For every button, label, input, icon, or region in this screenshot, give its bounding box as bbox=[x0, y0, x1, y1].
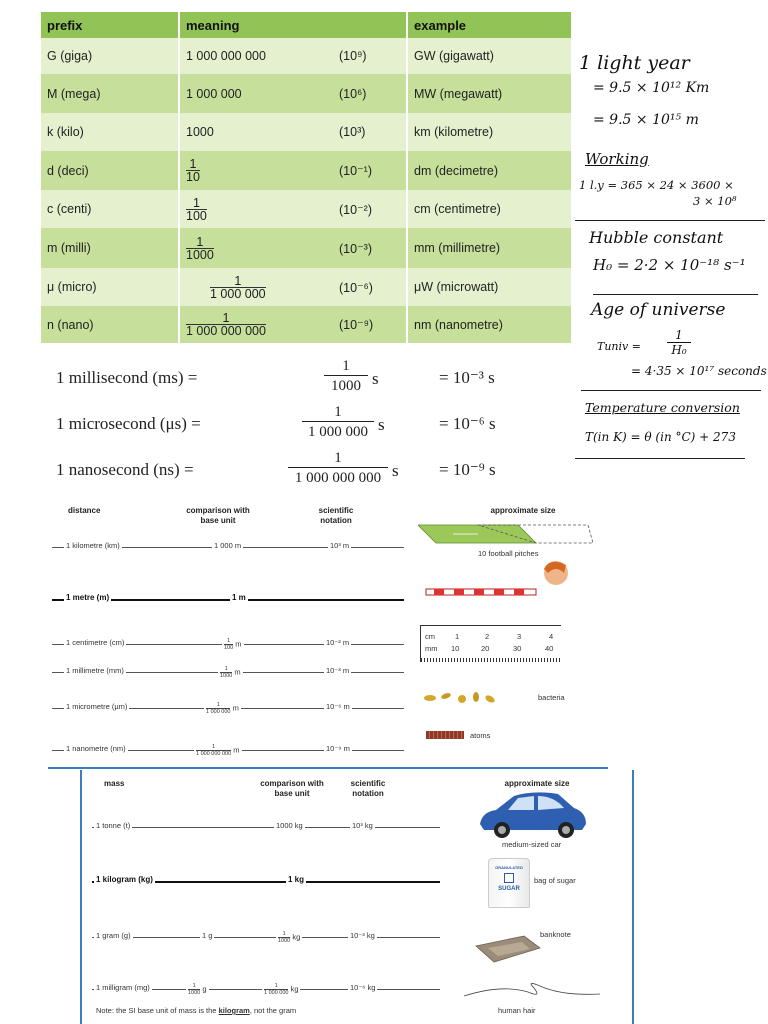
sugar-label: bag of sugar bbox=[534, 876, 576, 885]
example-cell: cm (centimetre) bbox=[407, 190, 571, 228]
divider bbox=[593, 294, 758, 295]
ruler-tick: 1 bbox=[455, 632, 460, 641]
kilogram-note bbox=[96, 1006, 296, 1015]
fraction-numerator: 1 bbox=[234, 273, 242, 288]
time-fraction bbox=[288, 449, 388, 488]
time-fraction bbox=[324, 357, 368, 396]
comparison-value bbox=[276, 931, 302, 944]
fraction-numerator: 1 bbox=[282, 931, 286, 937]
comparison-value bbox=[218, 666, 243, 679]
prefix-cell: d (deci) bbox=[41, 151, 179, 190]
prefix-cell: μ (micro) bbox=[41, 268, 179, 306]
prefix-cell: k (kilo) bbox=[41, 113, 179, 151]
unit: g bbox=[202, 984, 207, 994]
unit-name: 1 centimetre (cm) bbox=[66, 638, 125, 647]
length-scale-panel bbox=[48, 497, 608, 769]
nanosecond-row bbox=[56, 449, 556, 493]
example-cell: GW (gigawatt) bbox=[407, 38, 571, 74]
divider bbox=[581, 390, 761, 391]
microsecond-row bbox=[56, 403, 556, 447]
header-comparison: comparison with base unit bbox=[260, 779, 324, 798]
scientific-value: 10⁻³ m bbox=[326, 666, 350, 675]
fraction bbox=[186, 312, 266, 337]
scale-row-tonne bbox=[82, 820, 452, 834]
scale-row-nanometre bbox=[48, 743, 408, 757]
scientific-value: 10⁻⁶ kg bbox=[350, 983, 376, 992]
comparison-value bbox=[262, 983, 300, 996]
table-row bbox=[41, 38, 571, 74]
time-result: = 10⁻³ s bbox=[439, 368, 495, 387]
unit-name: 1 gram (g) bbox=[96, 931, 131, 940]
ruler-tick: 10 bbox=[451, 644, 460, 653]
fraction-numerator: 1 bbox=[212, 744, 216, 750]
football-pitch-illustration bbox=[418, 523, 598, 549]
football-label: 10 football pitches bbox=[478, 549, 539, 558]
comparison-value: 1 000 m bbox=[214, 541, 242, 550]
note-prefix: Note: the SI base unit of mass is the bbox=[96, 1006, 219, 1015]
fraction bbox=[196, 744, 231, 757]
unit: kg bbox=[290, 984, 299, 994]
unit-name: 1 millimetre (mm) bbox=[66, 666, 124, 675]
ruler-mm-label: mm bbox=[425, 644, 438, 653]
fraction-denominator: 10 bbox=[186, 170, 200, 184]
meaning-cell bbox=[179, 306, 333, 343]
time-result: = 10⁻⁹ s bbox=[439, 460, 496, 479]
power-cell: (10⁻³) bbox=[333, 228, 407, 268]
ruler-ticks bbox=[421, 658, 561, 662]
divider bbox=[575, 220, 765, 221]
fraction-numerator: 1 bbox=[192, 983, 196, 989]
meaning-cell: 1000 bbox=[179, 113, 333, 151]
comparison-value bbox=[194, 744, 242, 757]
header-meaning: meaning bbox=[179, 12, 407, 38]
fraction-numerator: 1 bbox=[334, 450, 342, 466]
power-cell: (10⁻¹) bbox=[333, 151, 407, 190]
fraction bbox=[206, 702, 230, 715]
light-year-title: 1 light year bbox=[579, 52, 690, 74]
hubble-title: Hubble constant bbox=[589, 228, 724, 247]
header-approx-size: approximate size bbox=[490, 506, 556, 515]
ruler-cm-label: cm bbox=[425, 632, 435, 641]
scale-row-millimetre bbox=[48, 665, 408, 679]
header-comparison: comparison with base unit bbox=[186, 506, 250, 525]
fraction-denominator: 1 000 000 bbox=[210, 286, 266, 301]
fraction-denominator: 1000 bbox=[220, 673, 233, 679]
fraction bbox=[186, 236, 214, 261]
hubble-value: H₀ = 2·2 × 10⁻¹⁸ s⁻¹ bbox=[593, 256, 746, 274]
scale-row-kilometre bbox=[48, 540, 408, 554]
comparison-value: 1 m bbox=[232, 593, 246, 602]
table-row bbox=[41, 268, 571, 306]
time-unit: s bbox=[392, 461, 399, 480]
time-unit: s bbox=[378, 415, 385, 434]
fraction-numerator: 1 bbox=[334, 404, 342, 420]
prefix-cell: n (nano) bbox=[41, 306, 179, 343]
sugar-pack-brand: GRANULATED bbox=[495, 865, 523, 870]
time-conversions bbox=[40, 345, 570, 495]
meaning-cell: 1 000 000 000 bbox=[179, 38, 333, 74]
banknote-label: banknote bbox=[540, 930, 571, 939]
fraction bbox=[186, 158, 200, 183]
prefix-cell: G (giga) bbox=[41, 38, 179, 74]
time-label: 1 nanosecond (ns) = bbox=[56, 460, 194, 479]
sugar-pack-text: SUGAR bbox=[498, 886, 520, 892]
power-cell: (10⁶) bbox=[333, 74, 407, 113]
fraction-denominator: 1 000 000 bbox=[264, 990, 289, 996]
fraction-numerator: 1 bbox=[342, 358, 350, 374]
ruler-tick: 4 bbox=[549, 632, 554, 641]
fraction-numerator: 1 bbox=[196, 234, 204, 249]
example-cell: mm (millimetre) bbox=[407, 228, 571, 268]
power-cell: (10⁻²) bbox=[333, 190, 407, 228]
example-cell: nm (nanometre) bbox=[407, 306, 571, 343]
fraction bbox=[224, 638, 233, 651]
comparison-value-g: 1 g bbox=[202, 931, 213, 940]
fraction-denominator: 100 bbox=[224, 645, 234, 651]
metre-stick-illustration bbox=[424, 559, 574, 603]
header-prefix: prefix bbox=[41, 12, 179, 38]
comparison-value bbox=[204, 702, 241, 715]
meaning-cell: 1 000 000 bbox=[179, 74, 333, 113]
fraction-numerator: 1 bbox=[192, 195, 200, 210]
banknote-illustration bbox=[474, 934, 544, 964]
scientific-value: 10³ kg bbox=[352, 821, 373, 830]
note-suffix: , not the gram bbox=[249, 1006, 297, 1015]
working-line1: 1 l.y = 365 × 24 × 3600 × bbox=[579, 178, 734, 192]
meaning-cell bbox=[179, 151, 333, 190]
unit-name: 1 micrometre (μm) bbox=[66, 702, 128, 711]
comparison-value bbox=[222, 638, 244, 651]
ruler-tick: 40 bbox=[545, 644, 554, 653]
fraction-denominator: 1 000 000 bbox=[302, 421, 374, 442]
unit: m bbox=[233, 745, 240, 755]
prefix-cell: M (mega) bbox=[41, 74, 179, 113]
table-row bbox=[41, 74, 571, 113]
fraction bbox=[186, 197, 207, 222]
fraction-numerator: 1 bbox=[274, 983, 278, 989]
unit-name: 1 metre (m) bbox=[66, 593, 110, 602]
mass-scale-panel bbox=[80, 770, 634, 1024]
fraction-denominator: H₀ bbox=[667, 342, 691, 357]
hair-label: human hair bbox=[498, 1006, 536, 1015]
time-label: 1 millisecond (ms) = bbox=[56, 368, 198, 387]
power-cell: (10⁹) bbox=[333, 38, 407, 74]
note-bold: kilogram bbox=[218, 1006, 250, 1015]
car-illustration bbox=[474, 786, 590, 844]
unit: kg bbox=[292, 932, 301, 942]
prefix-table-header bbox=[41, 12, 571, 38]
unit: m bbox=[235, 639, 242, 649]
header-example: example bbox=[407, 12, 571, 38]
fraction-denominator: 100 bbox=[186, 208, 207, 223]
fraction-numerator: 1 bbox=[224, 666, 228, 672]
unit-name: 1 tonne (t) bbox=[96, 821, 131, 830]
fraction-numerator: 1 bbox=[227, 638, 231, 644]
car-label: medium-sized car bbox=[502, 840, 562, 849]
scientific-value: 10⁻³ kg bbox=[350, 931, 375, 940]
header-approx-size: approximate size bbox=[504, 779, 570, 788]
time-result: = 10⁻⁶ s bbox=[439, 414, 496, 433]
fraction-denominator: 1000 bbox=[188, 990, 201, 996]
scale-row-metre bbox=[48, 592, 408, 606]
meaning-cell bbox=[179, 190, 333, 228]
prefix-cell: m (milli) bbox=[41, 228, 179, 268]
ruler-illustration bbox=[420, 625, 561, 662]
fraction-denominator: 1000 bbox=[186, 247, 214, 262]
fraction-denominator: 1 000 000 000 bbox=[186, 324, 266, 338]
header-distance: distance bbox=[68, 506, 101, 515]
scientific-value: 10³ m bbox=[330, 541, 350, 550]
temperature-title: Temperature conversion bbox=[585, 400, 740, 415]
unit-name: 1 kilometre (km) bbox=[66, 541, 120, 550]
age-formula-fraction bbox=[667, 328, 691, 357]
age-formula-lhs: Tuniv = bbox=[597, 340, 641, 353]
table-row bbox=[41, 228, 571, 268]
unit-name: 1 nanometre (nm) bbox=[66, 744, 126, 753]
fraction-denominator: 1000 bbox=[324, 375, 368, 396]
fraction bbox=[186, 275, 266, 300]
ruler-tick: 20 bbox=[481, 644, 490, 653]
sugar-pack-square bbox=[504, 873, 514, 883]
scale-line bbox=[92, 937, 440, 938]
meaning-cell bbox=[179, 228, 333, 268]
fraction-numerator: 1 bbox=[216, 702, 220, 708]
header-mass: mass bbox=[104, 779, 125, 788]
table-row bbox=[41, 190, 571, 228]
bacteria-illustration bbox=[422, 689, 512, 707]
age-title: Age of universe bbox=[591, 300, 726, 320]
hair-illustration bbox=[462, 978, 602, 1004]
scientific-value: 10⁻⁶ m bbox=[326, 702, 350, 711]
example-cell: km (kilometre) bbox=[407, 113, 571, 151]
fraction bbox=[188, 983, 200, 996]
prefix-table bbox=[41, 12, 571, 343]
fraction bbox=[264, 983, 288, 996]
example-cell: μW (microwatt) bbox=[407, 268, 571, 306]
unit-name: 1 milligram (mg) bbox=[96, 983, 150, 992]
header-scientific: scientific notation bbox=[318, 506, 354, 525]
table-row bbox=[41, 306, 571, 343]
atoms-label: atoms bbox=[470, 731, 491, 740]
millisecond-row bbox=[56, 357, 556, 401]
unit-name: 1 kilogram (kg) bbox=[96, 875, 153, 884]
unit: m bbox=[234, 667, 241, 677]
bacteria-label: bacteria bbox=[538, 693, 565, 702]
fraction-denominator: 1 000 000 000 bbox=[288, 467, 388, 488]
fraction bbox=[278, 931, 290, 944]
handwritten-notes bbox=[575, 40, 768, 480]
scientific-value: 10⁻² m bbox=[326, 638, 350, 647]
time-unit: s bbox=[372, 369, 379, 388]
table-row bbox=[41, 151, 571, 190]
comparison-value: 1 kg bbox=[288, 875, 305, 884]
scale-line bbox=[92, 827, 440, 828]
fraction-denominator: 1000 bbox=[278, 938, 291, 944]
divider bbox=[575, 458, 745, 459]
example-cell: MW (megawatt) bbox=[407, 74, 571, 113]
fraction-numerator: 1 bbox=[189, 157, 197, 171]
light-year-km: = 9.5 × 10¹² Km bbox=[593, 80, 710, 96]
fraction-denominator: 1 000 000 000 bbox=[196, 751, 232, 757]
power-cell: (10⁻⁶) bbox=[333, 268, 407, 306]
comparison-value-g bbox=[186, 983, 209, 996]
prefix-cell: c (centi) bbox=[41, 190, 179, 228]
sugar-bag-illustration bbox=[488, 858, 530, 908]
table-row bbox=[41, 113, 571, 151]
scale-row-milligram bbox=[82, 982, 452, 996]
comparison-value: 1000 kg bbox=[276, 821, 303, 830]
time-fraction bbox=[302, 403, 374, 442]
light-year-m: = 9.5 × 10¹⁵ m bbox=[593, 112, 699, 128]
scale-row-micrometre bbox=[48, 701, 408, 715]
atoms-illustration bbox=[426, 731, 464, 739]
scale-row-centimetre bbox=[48, 637, 408, 651]
unit: m bbox=[232, 703, 239, 713]
fraction bbox=[220, 666, 232, 679]
fraction-denominator: 1 000 000 bbox=[206, 709, 231, 715]
fraction-numerator: 1 bbox=[675, 328, 683, 342]
working-title: Working bbox=[585, 150, 649, 168]
ruler-tick: 2 bbox=[485, 632, 490, 641]
scientific-value: 10⁻⁹ m bbox=[326, 744, 350, 753]
header-scientific: scientific notation bbox=[350, 779, 386, 798]
time-label: 1 microsecond (μs) = bbox=[56, 414, 201, 433]
working-line2: 3 × 10⁸ bbox=[693, 194, 737, 208]
scale-row-gram bbox=[82, 930, 452, 944]
temperature-formula: T(in K) = θ (in °C) + 273 bbox=[585, 430, 736, 444]
age-value: = 4·35 × 10¹⁷ seconds bbox=[631, 364, 767, 378]
example-cell: dm (decimetre) bbox=[407, 151, 571, 190]
ruler-tick: 3 bbox=[517, 632, 522, 641]
scale-row-kilogram bbox=[82, 874, 452, 888]
fraction-numerator: 1 bbox=[222, 311, 230, 325]
power-cell: (10³) bbox=[333, 113, 407, 151]
meaning-cell bbox=[179, 268, 333, 306]
power-cell: (10⁻⁹) bbox=[333, 306, 407, 343]
ruler-tick: 30 bbox=[513, 644, 522, 653]
